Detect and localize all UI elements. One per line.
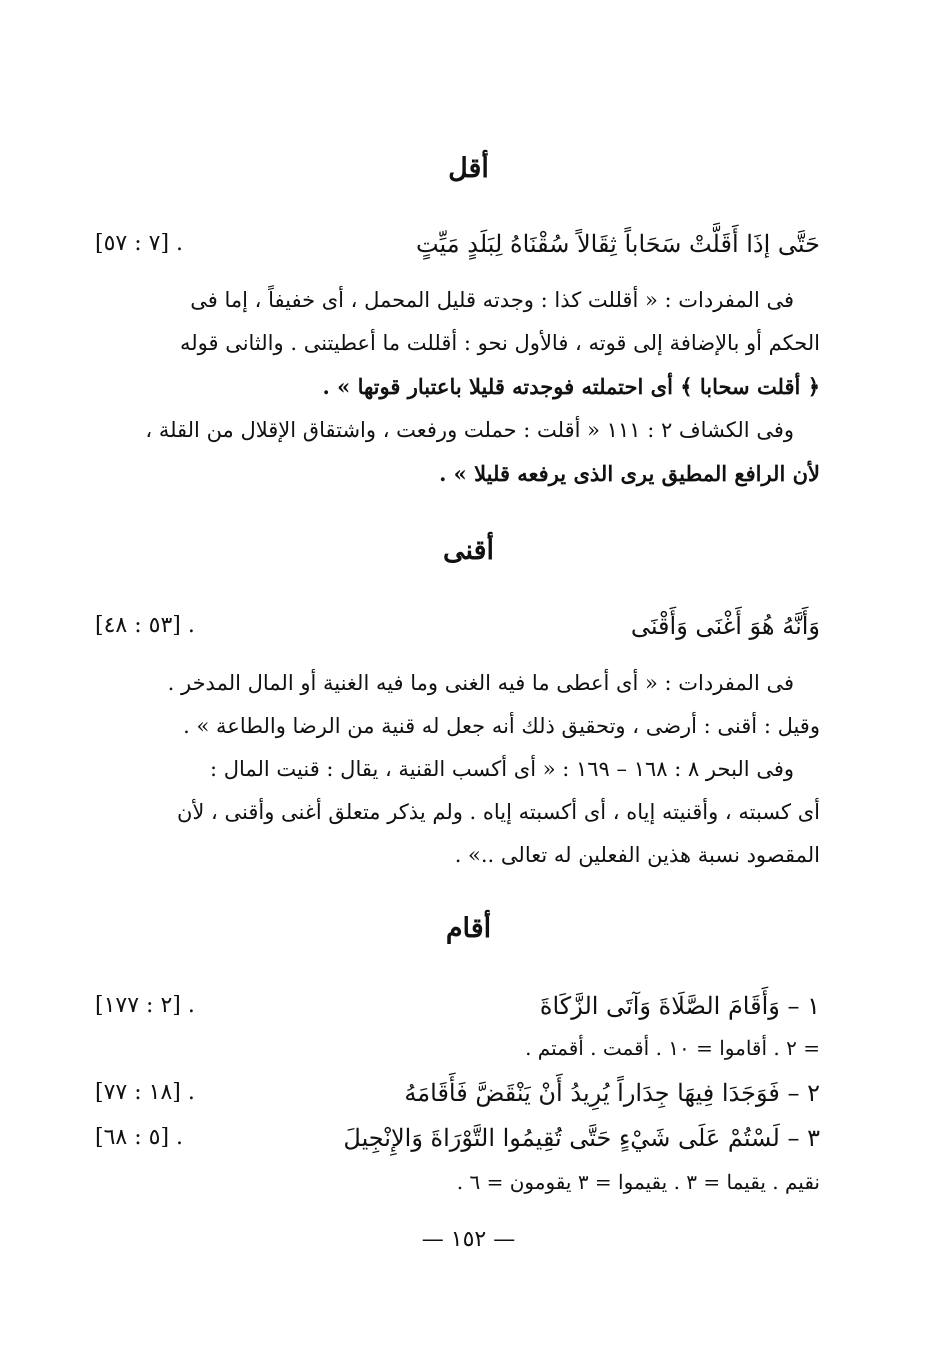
verse-reference: . [١٨ : ٧٧] xyxy=(95,1080,195,1105)
occurrence-line: = ٢ . أقاموا = ١٠ . أقمت . أقمتم . xyxy=(525,1036,820,1060)
verse-reference: . [٢ : ١٧٧] xyxy=(95,993,195,1018)
commentary-paragraph xyxy=(95,748,820,877)
text-line: وفى الكشاف ٢ : ١١١ « أقلت : حملت ورفعت ، واشتقاق الإقلال من القلة ، xyxy=(145,418,794,442)
verse-line xyxy=(95,606,820,646)
quran-verse: ١ – وَأَقَامَ الصَّلَاةَ وَآتَى الزَّكَاةَ xyxy=(539,992,820,1020)
text-line: المقصود نسبة هذين الفعلين له تعالى ..» . xyxy=(454,843,820,867)
text-line: فى المفردات : « أقللت كذا : وجدته قليل المحمل ، أى خفيفاً ، إما فى xyxy=(190,288,794,312)
text-line: الحكم أو بالإضافة إلى قوته ، فالأول نحو : أقللت ما أعطيتنى . والثانى قوله xyxy=(179,331,820,355)
commentary-paragraph xyxy=(95,662,820,748)
occurrence-line: نقيم . يقيما = ٣ . يقيموا = ٣ يقومون = ٦ . xyxy=(456,1170,820,1194)
verse-reference: . [٧ : ٥٧] xyxy=(95,231,184,256)
verse-line xyxy=(95,1118,820,1158)
verse-reference: . [٥ : ٦٨] xyxy=(95,1125,184,1150)
text-line: ﴿ أقلت سحابا ﴾ أى احتملته فوجدته قليلا باعتبار قوتها » . xyxy=(322,374,820,399)
text-line: وفى البحر ٨ : ١٦٨ – ١٦٩ : « أى أكسب القنية ، يقال : قنيت المال : xyxy=(209,757,794,781)
quran-verse: ٢ – فَوَجَدَا فِيهَا جِدَاراً يُرِيدُ أَنْ يَنْقَضَّ فَأَقَامَهُ xyxy=(404,1079,820,1107)
quran-verse: حَتَّى إذَا أَقَلَّتْ سَحَاباً ثِقَالاً سُقْنَاهُ لِبَلَدٍ مَيِّتٍ xyxy=(415,230,820,258)
entry-heading-aqna: أقنى xyxy=(442,535,495,566)
entry-heading-aqama: أقام xyxy=(445,913,492,944)
entry-heading-aqal: أقل xyxy=(448,153,489,184)
text-line: أى كسبته ، وأقنيته إياه ، أى أكسبته إياه . ولم يذكر متعلق أغنى وأقنى ، لأن xyxy=(176,800,820,824)
commentary-paragraph xyxy=(95,409,820,495)
verse-line xyxy=(95,986,820,1026)
verse-line xyxy=(95,1073,820,1113)
quran-verse: وَأَنَّهُ هُوَ أَغْنَى وَأَقْنَى xyxy=(630,612,820,640)
text-line: وقيل : أقنى : أرضى ، وتحقيق ذلك أنه جعل له قنية من الرضا والطاعة » . xyxy=(183,714,820,738)
page-number: — ١٥٢ — xyxy=(421,1227,516,1252)
text-line: لأن الرافع المطيق يرى الذى يرفعه قليلا » . xyxy=(439,461,820,486)
quran-verse: ٣ – لَسْتُمْ عَلَى شَيْءٍ حَتَّى تُقِيمُوا التَّوْرَاةَ وَالإِنْجِيلَ xyxy=(343,1124,820,1152)
commentary-paragraph xyxy=(95,279,820,408)
text-line: فى المفردات : « أى أعطى ما فيه الغنى وما فيه الغنية أو المال المدخر . xyxy=(167,671,794,695)
verse-line xyxy=(95,224,820,264)
verse-reference: . [٥٣ : ٤٨] xyxy=(95,613,195,638)
